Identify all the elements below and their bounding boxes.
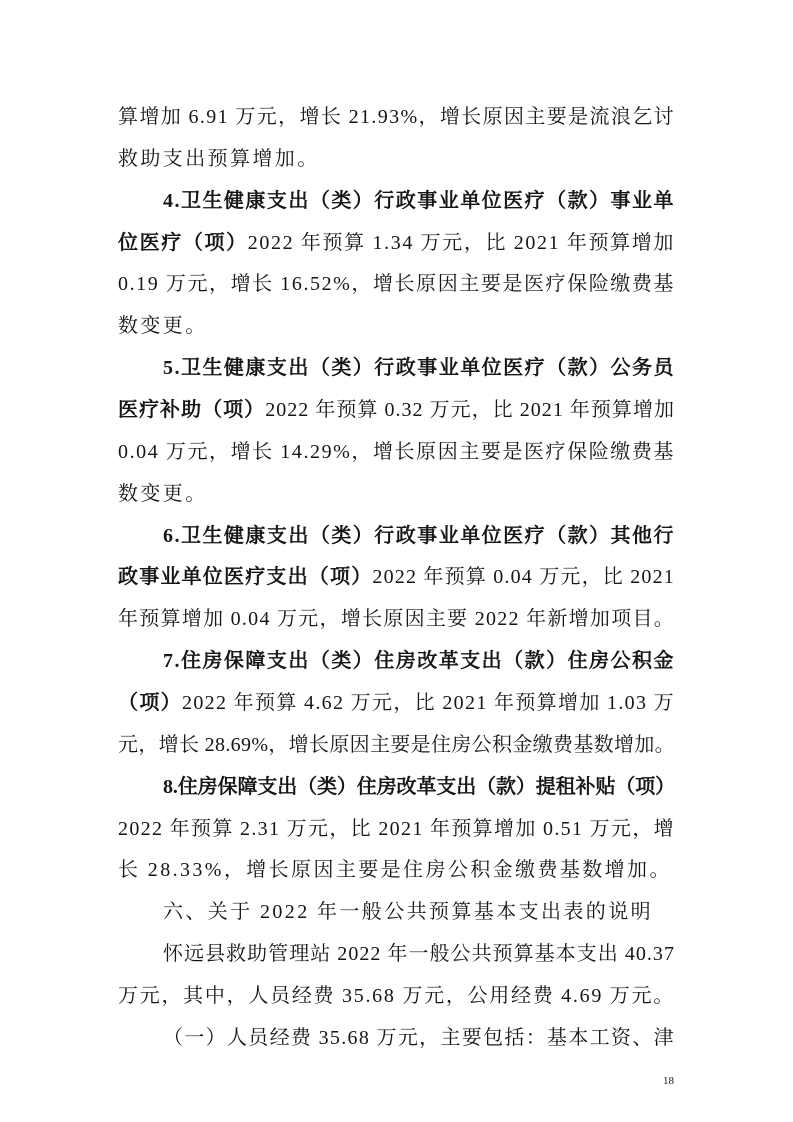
body-text: 救助支出预算增加。 (118, 147, 320, 170)
item-title-text: （项） (118, 692, 182, 715)
subsection-personnel (118, 1018, 675, 1060)
text-line (118, 557, 675, 599)
item-title-text: 8.住房保障支出（类）住房改革支出（款）提租补贴（项） (163, 775, 676, 798)
item-title-text: 医疗补助（项） (118, 399, 266, 422)
text-line (118, 641, 675, 683)
item-body-text: 元，增长 28.69%，增长原因主要是住房公积金缴费基数增加。 (118, 733, 675, 756)
item-body-text: 2022 年预算 4.62 万元，比 2021 年预算增加 1.03 万 (182, 692, 675, 715)
text-line (118, 850, 675, 892)
budget-item-5 (118, 348, 675, 515)
subsection-text: （一）人员经费 35.68 万元，主要包括：基本工资、津 (163, 1026, 675, 1049)
text-line (118, 432, 675, 474)
item-title-text: 5.卫生健康支出（类）行政事业单位医疗（款）公务员 (163, 357, 675, 380)
item-body-text: 长 28.33%，增长原因主要是住房公积金缴费基数增加。 (118, 859, 672, 882)
section-heading (118, 892, 675, 934)
text-line (118, 976, 675, 1018)
section-summary-text: 怀远县救助管理站 2022 年一般公共预算基本支出 40.37 (163, 943, 675, 966)
section-summary-text: 万元，其中，人员经费 35.68 万元，公用经费 4.69 万元。 (118, 985, 675, 1008)
item-body-text: 数变更。 (118, 482, 208, 505)
budget-item-6 (118, 516, 675, 642)
text-line (118, 348, 675, 390)
item-title-text: 政事业单位医疗支出（项） (118, 566, 373, 589)
item-body-text: 年预算增加 0.04 万元，增长原因主要 2022 年新增加项目。 (118, 608, 676, 631)
text-line (118, 139, 675, 181)
text-line (118, 97, 675, 139)
item-title-text: 6.卫生健康支出（类）行政事业单位医疗（款）其他行 (163, 524, 675, 547)
item-title-text: 4.卫生健康支出（类）行政事业单位医疗（款）事业单 (163, 189, 675, 212)
document-body (118, 97, 675, 1060)
item-body-text: 0.04 万元，增长 14.29%，增长原因主要是医疗保险缴费基 (118, 440, 675, 463)
item-body-text: 2022 年预算 0.32 万元，比 2021 年预算增加 (265, 399, 676, 422)
item-title-text: 位医疗（项） (118, 231, 248, 254)
text-line (118, 516, 675, 558)
budget-item-8 (118, 767, 675, 893)
item-body-text: 2022 年预算 0.04 万元，比 2021 (372, 566, 676, 589)
item-body-text: 2022 年预算 1.34 万元，比 2021 年预算增加 (247, 231, 676, 254)
text-line (118, 306, 675, 348)
text-line (118, 390, 675, 432)
text-line (118, 264, 675, 306)
paragraph-continuation (118, 97, 675, 181)
text-line (118, 725, 675, 767)
text-line (118, 809, 675, 851)
item-body-text: 0.19 万元，增长 16.52%，增长原因主要是医疗保险缴费基 (118, 273, 675, 296)
text-line (118, 599, 675, 641)
text-line (118, 683, 675, 725)
budget-item-7 (118, 641, 675, 767)
page-number: 18 (663, 1075, 674, 1087)
item-title-text: 7.住房保障支出（类）住房改革支出（款）住房公积金 (163, 650, 675, 673)
text-line (118, 934, 675, 976)
text-line (118, 474, 675, 516)
section-six (118, 892, 675, 1059)
item-body-text: 2022 年预算 2.31 万元，比 2021 年预算增加 0.51 万元，增 (118, 817, 675, 840)
section-heading-text: 六、关于 2022 年一般公共预算基本支出表的说明 (163, 901, 653, 924)
text-line (118, 223, 675, 265)
budget-item-4 (118, 181, 675, 348)
item-body-text: 数变更。 (118, 315, 208, 338)
body-text: 算增加 6.91 万元，增长 21.93%，增长原因主要是流浪乞讨 (118, 106, 676, 128)
text-line (118, 181, 675, 223)
text-line (118, 767, 675, 809)
